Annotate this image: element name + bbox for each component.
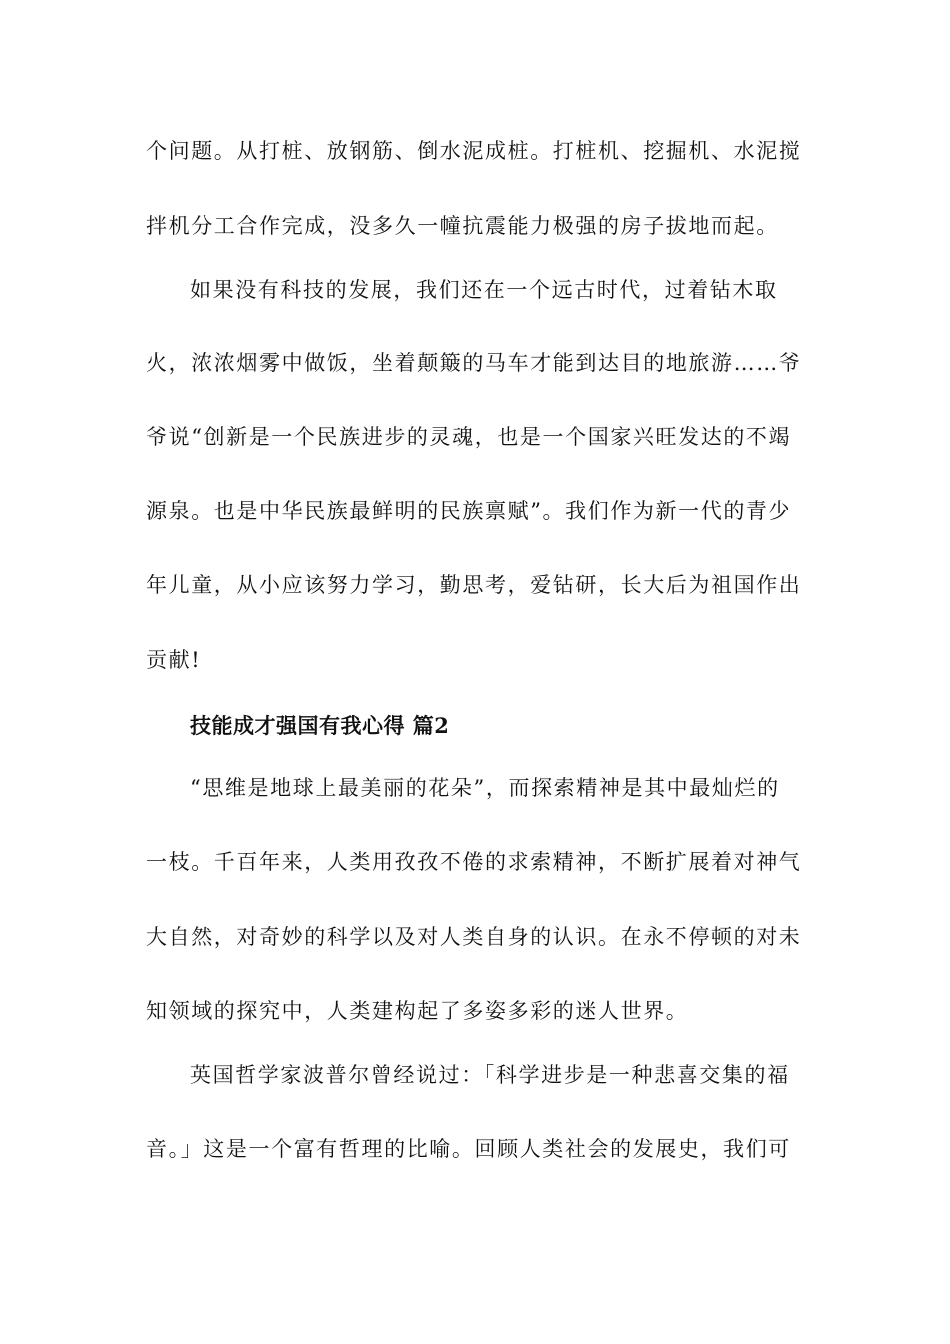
paragraph-line: 贡献! xyxy=(146,648,202,672)
paragraph-line: 火，浓浓烟雾中做饭，坐着颠簸的马车才能到达目的地旅游……爷 xyxy=(146,351,802,375)
paragraph-line: 个问题。从打桩、放钢筋、倒水泥成桩。打桩机、挖掘机、水泥搅 xyxy=(146,139,802,163)
paragraph-line: “思维是地球上最美丽的花朵”，而探索精神是其中最灿烂的 xyxy=(190,776,780,800)
paragraph-line: 拌机分工合作完成，没多久一幢抗震能力极强的房子拔地而起。 xyxy=(146,214,779,238)
section-heading: 技能成才强国有我心得 篇2 xyxy=(190,713,450,738)
paragraph-line: 大自然，对奇妙的科学以及对人类自身的认识。在永不停顿的对未 xyxy=(146,925,802,949)
paragraph-line: 年儿童，从小应该努力学习，勤思考，爱钻研，长大后为祖国作出 xyxy=(146,573,802,597)
paragraph-line: 一枝。千百年来，人类用孜孜不倦的求索精神，不断扩展着对神气 xyxy=(146,850,802,874)
paragraph-line: 爷说“创新是一个民族进步的灵魂，也是一个国家兴旺发达的不竭 xyxy=(146,425,792,449)
paragraph-line: 英国哲学家波普尔曾经说过：「科学进步是一种悲喜交集的福 xyxy=(190,1063,790,1087)
paragraph-line: 源泉。也是中华民族最鲜明的民族禀赋”。我们作为新一代的青少 xyxy=(146,499,792,523)
paragraph-line: 如果没有科技的发展，我们还在一个远古时代，过着钻木取 xyxy=(190,278,778,302)
paragraph-line: 知领域的探究中，人类建构起了多姿多彩的迷人世界。 xyxy=(146,999,689,1023)
paragraph-line: 音。」这是一个富有哲理的比喻。回顾人类社会的发展史，我们可 xyxy=(146,1137,791,1161)
